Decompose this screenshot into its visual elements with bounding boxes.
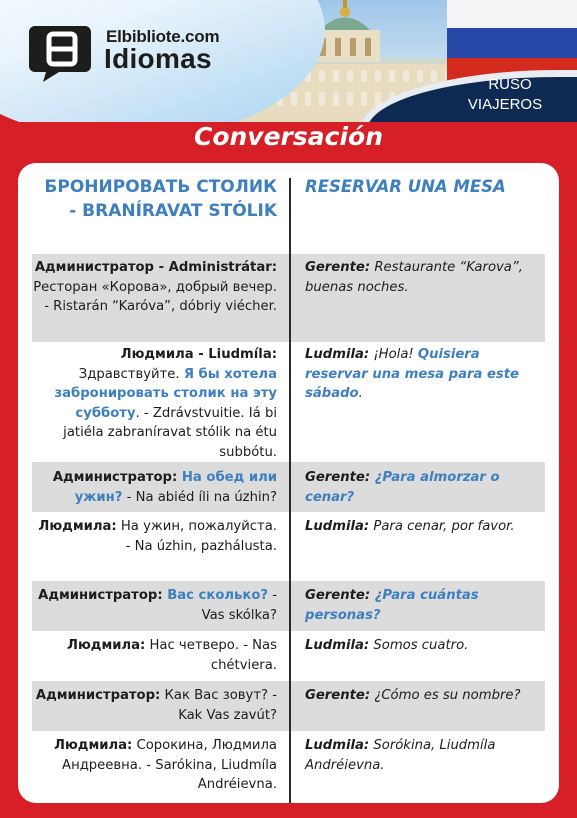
spanish-line — [305, 686, 541, 706]
phrase-text: Сорокина, Людмила Андреевна. - Sarókina, Liudmíla Andréievna. — [62, 738, 277, 792]
speaker-name: Ludmila: — [305, 738, 370, 753]
phrase-text: Здравствуйте. — [78, 366, 184, 382]
highlighted-phrase: На обед или ужин? — [74, 470, 277, 505]
conversation-card — [18, 163, 559, 803]
phrase-text: Somos cuatro. — [369, 638, 469, 653]
phrase-text: Sorókina, Liudmíla Andréievna. — [305, 738, 496, 773]
russian-line — [32, 345, 277, 462]
spanish-line — [305, 517, 541, 537]
speaker-name: Ludmila: — [305, 347, 370, 362]
speaker-name: Людмила: — [67, 638, 146, 653]
audience-label: VIAJEROS — [467, 96, 543, 113]
phrase-text: - Vas skólka? — [201, 588, 277, 623]
page-header — [0, 0, 577, 122]
spanish-line — [305, 736, 541, 775]
highlighted-phrase: Вас сколько? — [162, 588, 269, 603]
spanish-line — [305, 258, 541, 297]
speaker-name: Администратор: — [38, 588, 163, 603]
speaker-name: Администратор - Administrátar: — [34, 260, 277, 275]
phrase-text: На ужин, пожалуйста. - Na úzhin, pazhálusta. — [116, 519, 277, 554]
russian-line — [32, 686, 277, 725]
russian-line — [32, 468, 277, 507]
speaker-name: Gerente: — [305, 260, 371, 275]
speaker-name: Ludmila: — [305, 519, 370, 534]
brand-name: Idiomas — [104, 43, 212, 74]
speaker-name: Людмила: — [54, 738, 133, 753]
spanish-line — [305, 468, 541, 507]
highlighted-phrase: ¿Para almorzar o cenar? — [305, 470, 500, 505]
speaker-name: Gerente: — [305, 470, 371, 485]
russian-line — [32, 736, 277, 795]
phrase-text: Restaurante “Karova”, buenas noches. — [305, 260, 523, 295]
russian-line — [32, 636, 277, 675]
highlighted-phrase: Я бы хотела забронировать столик на эту субботу — [54, 366, 277, 421]
language-label: RUSO — [488, 76, 532, 93]
column-divider — [289, 178, 291, 803]
phrase-text: Ресторан «Корова», добрый вечер. - Ristarán “Karóva”, dóbriy viécher. — [33, 279, 277, 314]
highlighted-phrase: ¿Para cuántas personas? — [305, 588, 479, 623]
spanish-line — [305, 636, 541, 656]
speaker-name: Людмила - Liudmíla: — [120, 347, 277, 362]
phrase-text: ¡Hola! — [369, 347, 418, 362]
spanish-line — [305, 345, 541, 404]
phrase-text: Para cenar, por favor. — [369, 519, 515, 534]
page-title: Conversación — [193, 122, 383, 151]
column-heading-russian: БРОНИРОВАТЬ СТОЛИК - BRANÍRAVAT STÓLIK — [44, 177, 277, 221]
russian-line — [32, 586, 277, 625]
speaker-name: Администратор: — [52, 470, 178, 485]
highlighted-phrase: Quisiera reservar una mesa para este sábado — [305, 347, 520, 401]
phrase-text: - Na abiéd íli na úzhin? — [122, 489, 277, 505]
phrase-text: Нас четверо. - Nas chétviera. — [145, 638, 277, 673]
brand-site-name: Elbibliote.com — [106, 27, 220, 46]
russian-line — [32, 517, 277, 556]
phrase-text: ¿Cómo es su nombre? — [370, 688, 521, 703]
speaker-name: Ludmila: — [305, 638, 370, 653]
spanish-line — [305, 586, 541, 625]
speaker-name: Людмила: — [38, 519, 117, 534]
phrase-text: . — [358, 386, 363, 401]
phrase-text: Как Вас зовут? - Kak Vas zavút? — [160, 688, 277, 723]
column-heading-spanish: RESERVAR UNA MESA — [305, 177, 506, 196]
speaker-name: Gerente: — [305, 688, 371, 703]
speaker-name: Администратор: — [35, 688, 161, 703]
speech-bubble-book-icon — [27, 20, 97, 82]
speaker-name: Gerente: — [305, 588, 371, 603]
phrase-text: . - Zdrávstvuitie. Iá bi jatiéla zabraníravat stólik na étu subbótu. — [63, 405, 277, 460]
russian-line — [32, 258, 277, 317]
